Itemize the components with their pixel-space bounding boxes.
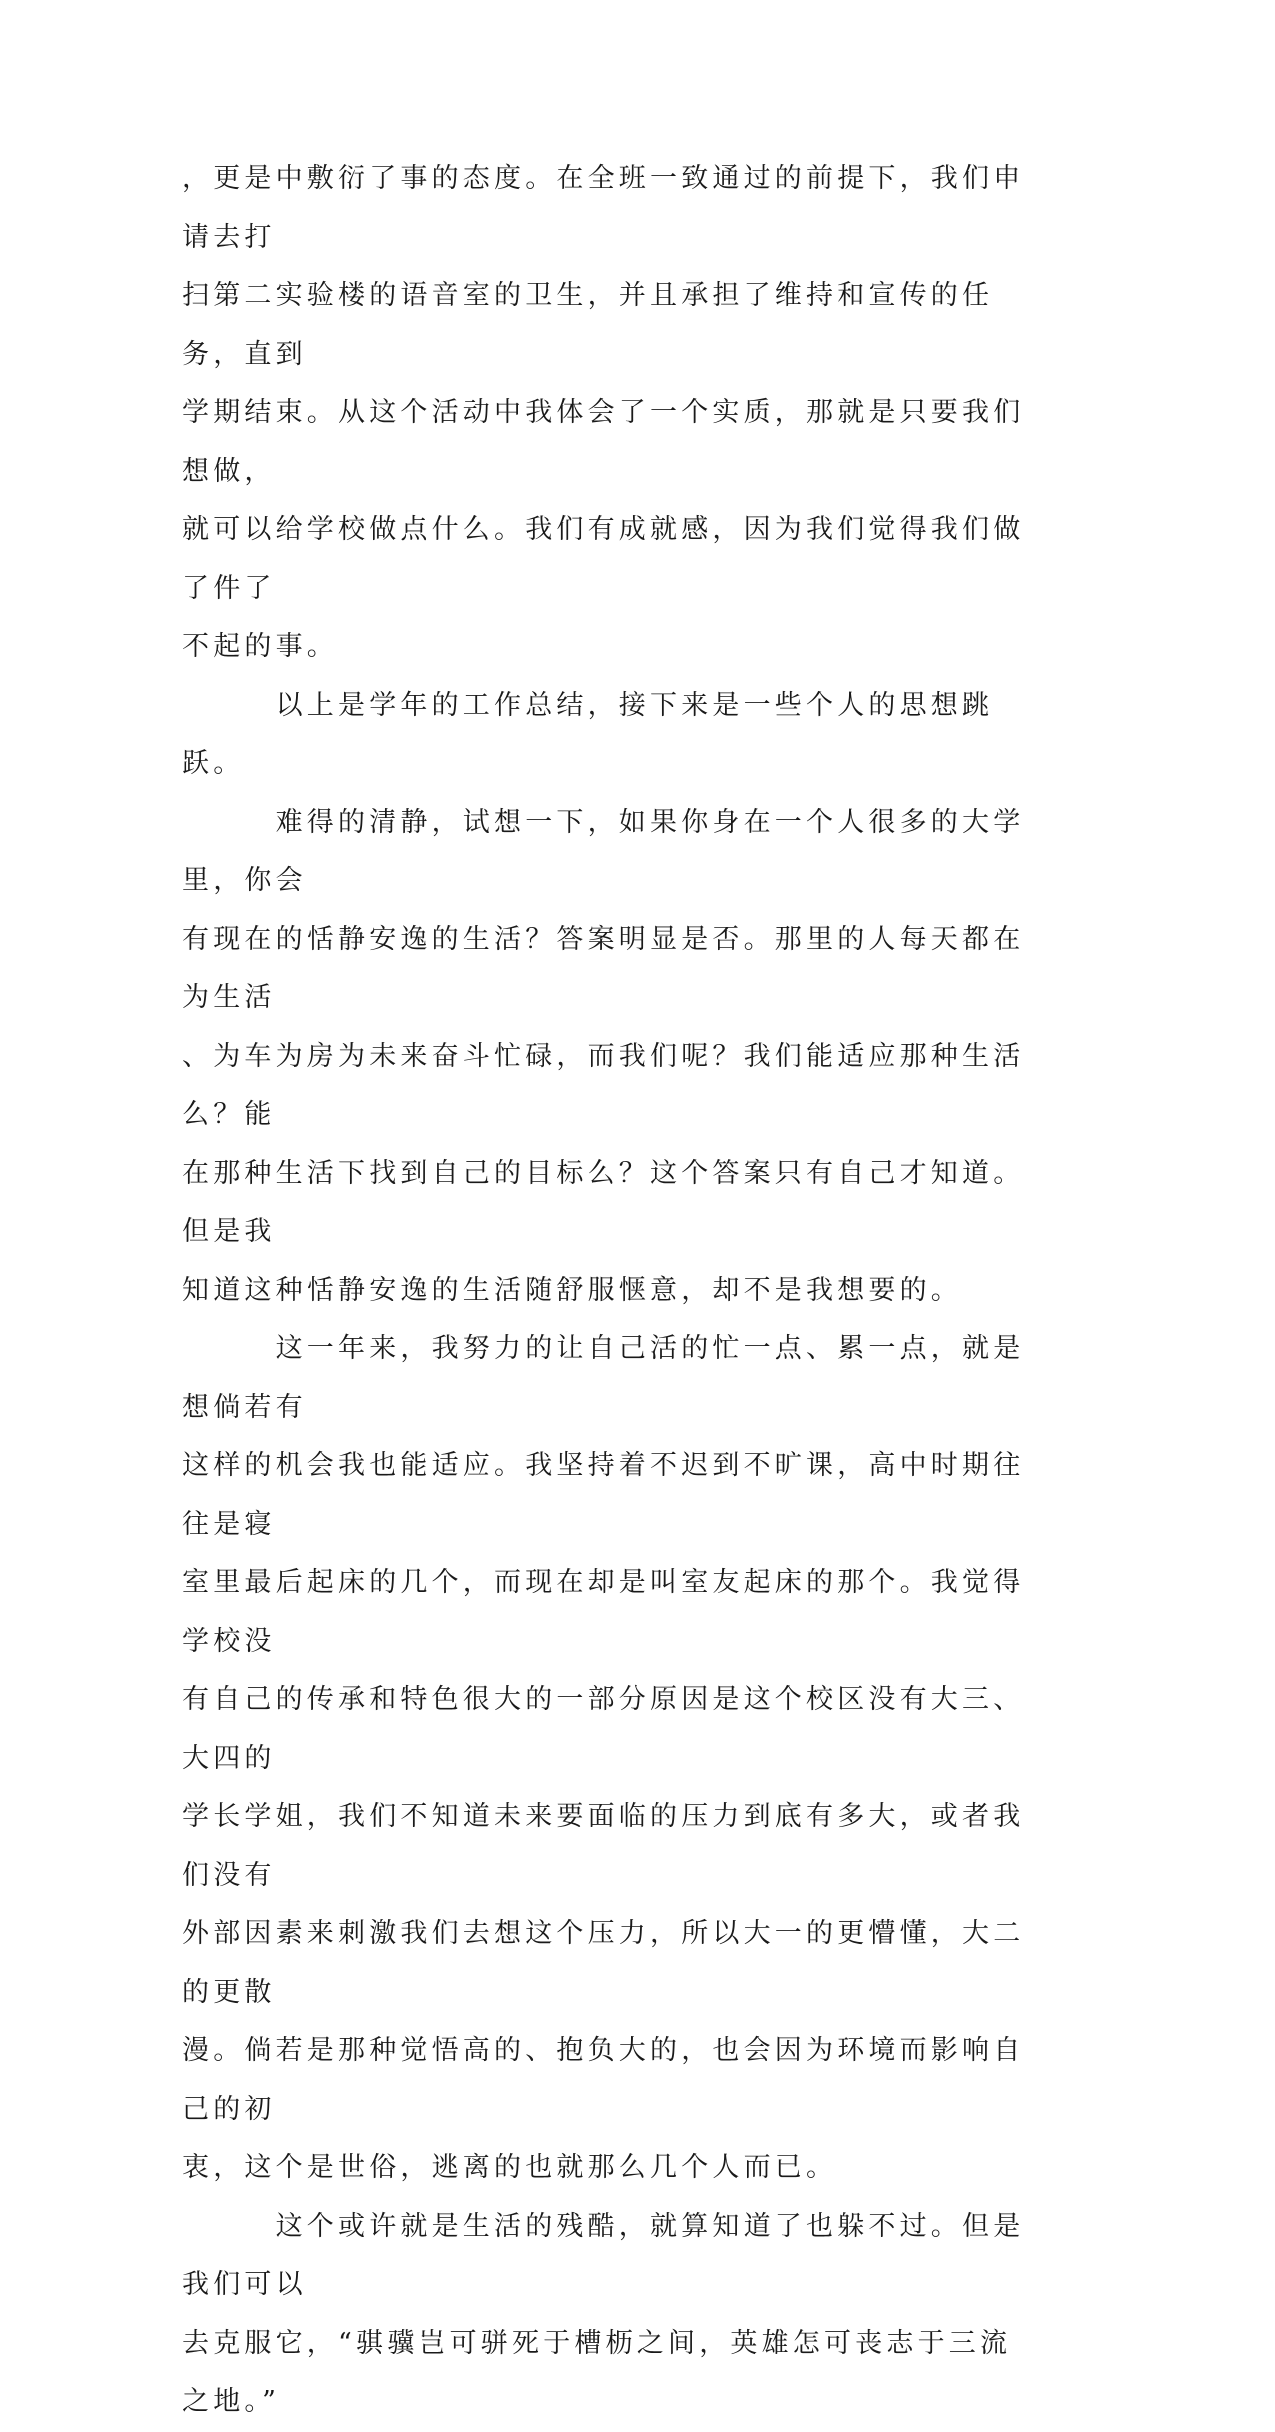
document-body — [182, 150, 1042, 2432]
paragraph-5: 这个或许就是生活的残酷，就算知道了也躲不过。但是我们可以 去克服它，“骐骥岂可骈死于槽枥之间，英雄怎可丧志于三流之地。” — [182, 2210, 1025, 2417]
paragraph-3: 难得的清静，试想一下，如果你身在一个人很多的大学里，你会 有现在的恬静安逸的生活？答案明显是否。那里的人每天都在为生活 、为车为房为未来奋斗忙碌，而我们呢？我们能适应那种生活么？能 在那种生活下找到自己的目标么？这个答案只有自己才知道。但是我 知道这种恬静安逸的生活随舒服惬意，却不是我想要的。 — [182, 806, 1025, 1306]
paragraph-4: 这一年来，我努力的让自己活的忙一点、累一点，就是想倘若有 这样的机会我也能适应。我坚持着不迟到不旷课，高中时期往往是寝 室里最后起床的几个，而现在却是叫室友起床的那个。我觉得学校没 有自己的传承和特色很大的一部分原因是这个校区没有大三、大四的 学长学姐，我们不知道未来要面临的压力到底有多大，或者我们没有 外部因素来刺激我们去想这个压力，所以大一的更懵懂，大二的更散 漫。倘若是那种觉悟高的、抱负大的，也会因为环境而影响自己的初 衷，这个是世俗，逃离的也就那么几个人而已。 — [182, 1333, 1025, 2183]
paragraph-2: 以上是学年的工作总结，接下来是一些个人的思想跳跃。 — [182, 689, 994, 779]
paragraph-1: ，更是中敷衍了事的态度。在全班一致通过的前提下，我们申请去打 扫第二实验楼的语音室的卫生，并且承担了维持和宣传的任务，直到 学期结束。从这个活动中我体会了一个实质，那就是只要我们想做， 就可以给学校做点什么。我们有成就感，因为我们觉得我们做了件了 不起的事。 — [182, 163, 1025, 662]
